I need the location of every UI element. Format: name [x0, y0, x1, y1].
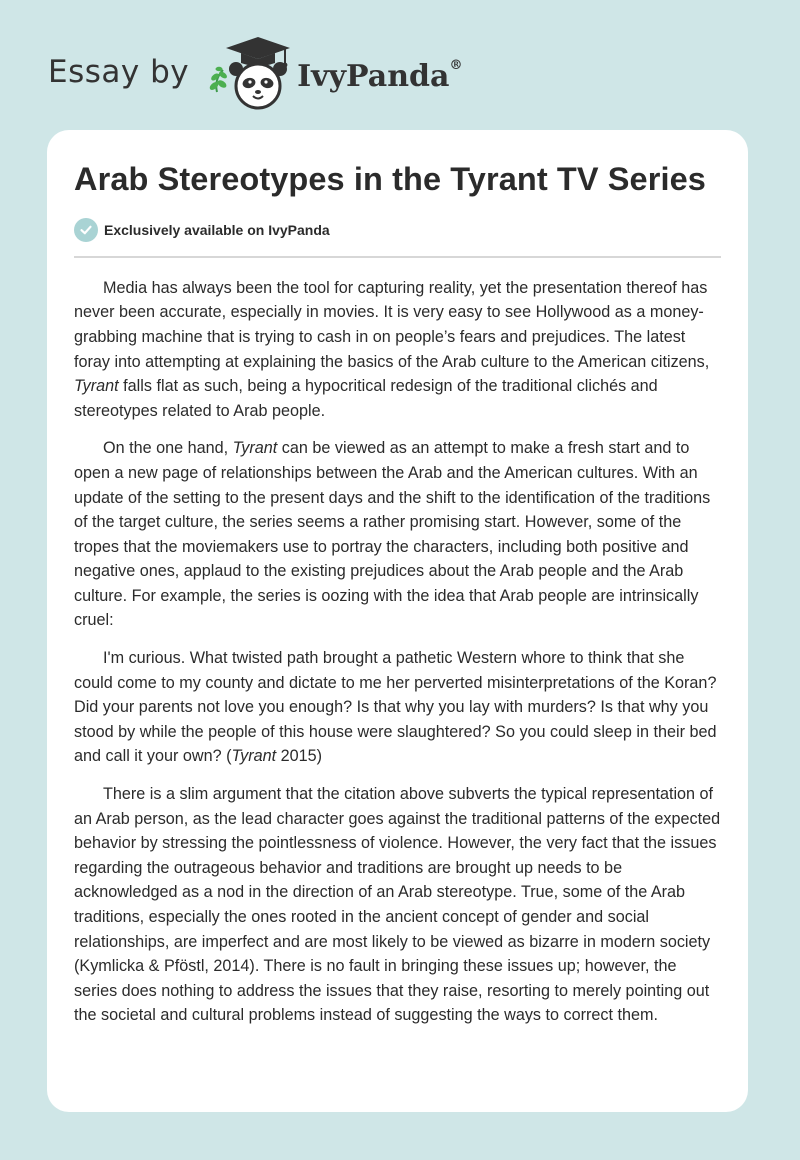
panda-logo-icon[interactable] [203, 34, 295, 110]
divider [74, 256, 721, 258]
brand-text: IvyPanda [297, 58, 450, 94]
registered-mark: ® [449, 57, 463, 73]
quote-text-a: I'm curious. What twisted path brought a pathetic Western whore to think that she could come to my county and dictate to me her perverted misinterpretations of the Koran? Did your parents not love you enough? Is that why you lay with murders? Is that why you stood by while the people of this house were slaughtered? So you could sleep in their bed and call it your own? ( [74, 649, 717, 766]
essay-by-label: Essay by [48, 54, 190, 90]
paragraph-2 [74, 436, 721, 633]
quote-paragraph [74, 646, 721, 769]
quote-citation-italic: Tyrant [231, 747, 277, 766]
check-icon [74, 218, 98, 242]
paragraph-4: There is a slim argument that the citation above subverts the typical representation of an Arab person, as the lead character goes against the traditional patterns of the expected behavior by stressing the pointlessness of violence. However, the very fact that the issues regarding the outrageous behavior and traditions are brought up needs to be acknowledged as a nod in the direction of an Arab stereotype. True, some of the Arab traditions, especially the ones rooted in the ancient concept of gender and social relationships, are imperfect and are most likely to be viewed as bizarre in modern society (Kymlicka & Pföstl, 2014). There is no fault in bringing these issues up; however, the series does nothing to address the issues that they raise, resorting to merely pointing out the societal and cultural problems instead of suggesting the ways to correct them. [74, 785, 721, 1025]
brand-name[interactable] [297, 59, 462, 94]
paragraph-2-text-a: On the one hand, [103, 439, 233, 458]
quote-text-b: 2015) [276, 747, 323, 766]
essay-card [47, 130, 748, 1112]
exclusive-label: Exclusively available on IvyPanda [104, 221, 330, 238]
paragraph-2-text-b: can be viewed as an attempt to make a fresh start and to open a new page of relationships between the Arab and the American cultures. With an update of the setting to the present days and the shift to the identification of the traditions of the target culture, the series seems a rather promising start. However, some of the tropes that the moviemakers use to portray the characters, including both positive and negative ones, applaud to the existing prejudices about the Arab people and the Arab culture. For example, the series is oozing with the idea that Arab people are intrinsically cruel: [74, 439, 711, 630]
paragraph-2-title-italic: Tyrant [232, 439, 278, 458]
paragraph-1-text-a: Media has always been the tool for capturing reality, yet the presentation thereof has never been accurate, especially in movies. It is very easy to see Hollywood as a money-grabbing machine that is trying to cash in on people’s fears and prejudices. The latest foray into attempting at explaining the basics of the Arab culture to the American citizens, [74, 278, 710, 371]
paragraph-1-title-italic: Tyrant [74, 377, 119, 396]
site-header [48, 34, 462, 110]
paragraph-1 [74, 276, 721, 424]
exclusive-badge [74, 218, 721, 242]
paragraph-1-text-b: falls flat as such, being a hypocritical redesign of the traditional clichés and stereotypes related to Arab people. [74, 377, 658, 420]
page-title: Arab Stereotypes in the Tyrant TV Series [74, 161, 706, 197]
